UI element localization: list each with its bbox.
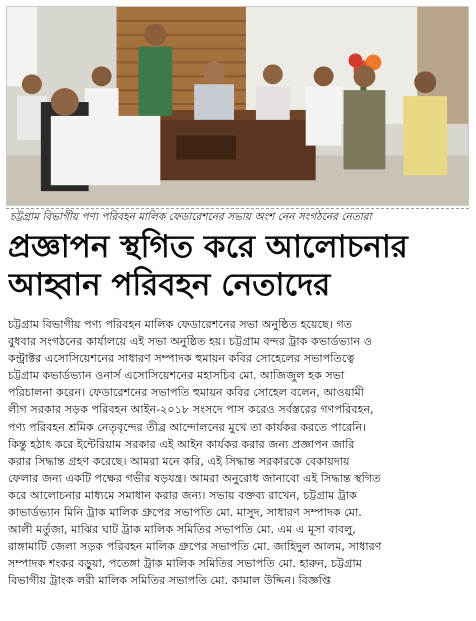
body-line: সম্পাদক শংকর বড়ুয়া, পতেঙ্গা ট্রাক মালিক সমিতির সভাপতি মো. হারুন, চট্টগ্রাম	[8, 557, 362, 571]
headline	[8, 228, 468, 304]
body-line: চট্টগ্রাম বিভাগীয় পণ্য পরিবহন মালিক ফেডারেশনের সভা অনুষ্ঠিত হয়েছে। গত	[8, 318, 353, 331]
body-line: কন্ট্রাক্টর এসোসিয়েশনের সাধারণ সম্পাদক হুমায়ন কবির সোহেলের সভাপতিত্বে	[8, 352, 355, 366]
body-line: করার সিদ্ধান্ত গ্রহণ করেছে। আমরা মনে করি, এই সিদ্ধান্ত সরকারকে বেকায়দায়	[8, 454, 350, 468]
body-line: বিভাগীয় ট্রাংক লরী মালিক সমিতির সভাপতি মো. কামাল উদ্দিন। বিজ্ঞপ্তি	[8, 574, 332, 588]
body-line: পণ্য পরিবহন শ্রমিক নেতৃবৃন্দের তীব্র আন্দোলনের মুখে তা কার্যকর করতে পারেনি।	[8, 420, 367, 434]
body-line: কাভার্ডভ্যান মিনি ট্রাক মালিক গ্রুপের সভাপতি মো. মাসুদ, সাধারণ সম্পাদক মো.	[8, 506, 362, 520]
meeting-photo-icon	[7, 7, 468, 205]
body-line: করে আলোচনার মাধ্যমে সমাধান করার জন্য। সভায় বক্তব্য রাখেন, চট্টগ্রাম ট্রাক	[8, 488, 357, 502]
body-line: চট্টগ্রাম কভার্ডভ্যান ওনার্স এসোসিয়েশনের মহাসচিব মো. আজিজুল হক সভা	[8, 369, 345, 383]
headline-line-1: প্রজ্ঞাপন স্থগিত করে আলোচনার	[8, 229, 408, 265]
body-line: বুধবার সংগঠনের কার্যালয়ে এই সভা অনুষ্ঠিত হয়। চট্টগ্রাম বন্দর ট্রাক কভার্ডভ্যান ও	[8, 335, 372, 349]
article-body	[8, 316, 468, 590]
headline-line-2: আহ্বান পরিবহন নেতাদের	[8, 267, 331, 303]
body-line: রাঙ্গামাটি জেলা সড়ক পরিবহন মালিক গ্রুপের সভাপতি মো. জাহিদুল আলম, সাধারণ	[8, 540, 382, 554]
meeting-photo	[6, 6, 469, 206]
caption-divider	[6, 208, 469, 209]
body-line: কিন্তু হঠাৎ করে ইন্টেরিয়াম সরকার এই আইন কার্যকর করার জন্য প্রজ্ঞাপন জারি	[8, 437, 355, 451]
body-line: লীগ সরকার সড়ক পরিবহন আইন-২০১৮ সংসদে পাস করেও সর্বস্তরের গণপরিবহন,	[8, 403, 374, 417]
body-line: আলী মর্তুজা, মাঝির ঘাট ট্রাক মালিক সমিতির সভাপতি মো. এম এ মূসা বাবলু,	[8, 523, 356, 537]
body-line: ফেলার জন্য একটি পক্ষের গভীর ষড়যন্ত্র। আমরা অনুরোধ জানাবো এই সিদ্ধান্ত স্থগিত	[8, 471, 381, 485]
body-line: পরিচালনা করেন। ফেডারেশনের সভাপতি হুমায়ন কবির সোহেল বলেন, আওয়ামী	[8, 386, 365, 400]
photo-caption: চট্টগ্রাম বিভাগীয় পণ্য পরিবহন মালিক ফেডারেশনের সভায় অংশ নেন সংগঠনের নেতারা	[10, 211, 372, 223]
